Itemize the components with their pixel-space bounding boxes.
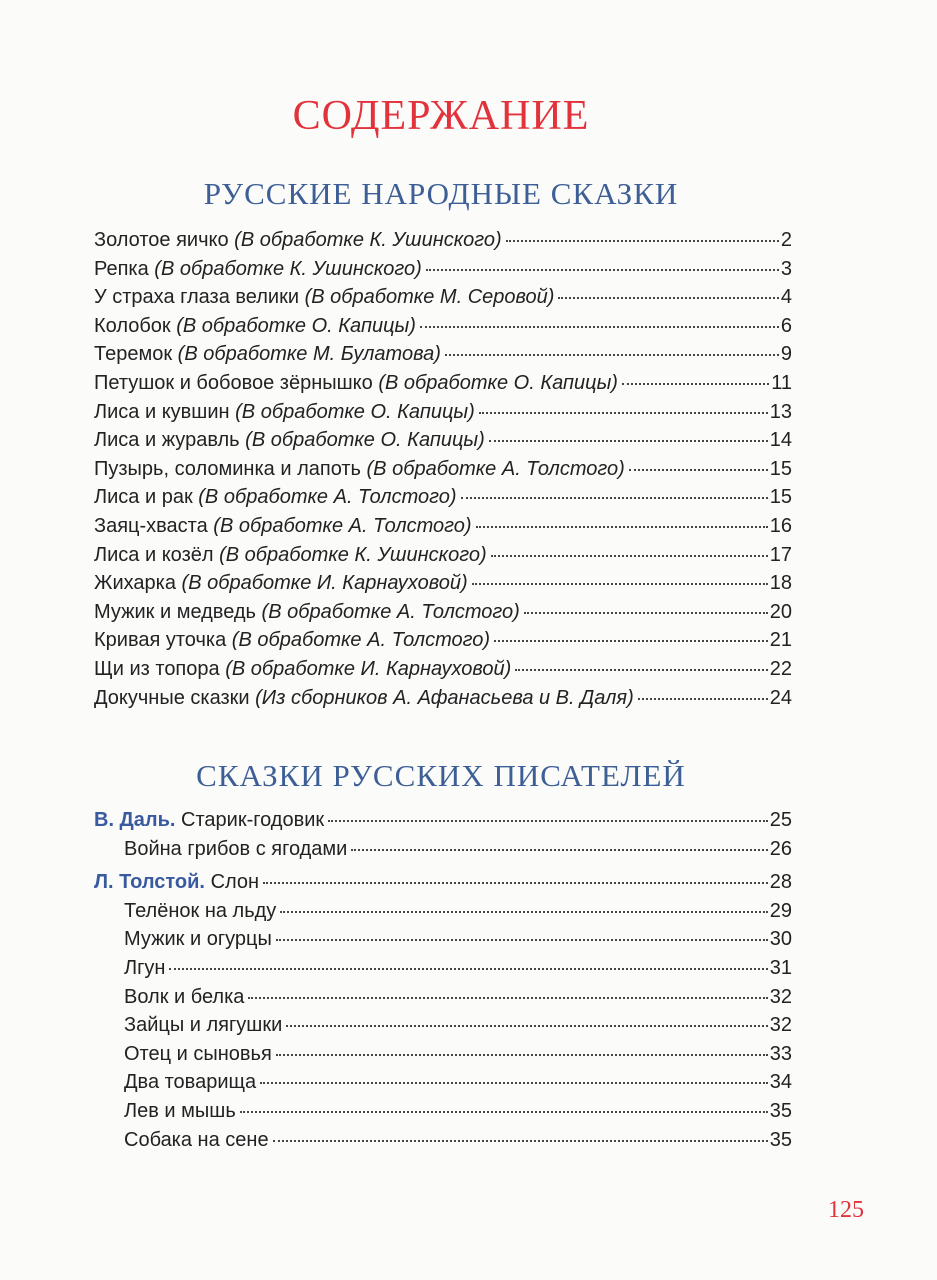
toc-entry-page: 16 <box>769 514 792 537</box>
dot-leader <box>489 440 768 442</box>
toc-entry-page: 24 <box>769 686 792 709</box>
toc-entry-page: 28 <box>769 871 792 894</box>
toc-entry-page: 11 <box>771 371 792 394</box>
toc-entry-text <box>94 541 487 570</box>
toc-entry[interactable] <box>94 1126 792 1155</box>
toc-entry-text <box>94 1068 256 1097</box>
dot-leader <box>479 412 768 414</box>
dot-leader <box>276 939 768 941</box>
toc-entry-page: 15 <box>769 486 792 509</box>
dot-leader <box>622 383 769 385</box>
dot-leader <box>276 1054 768 1056</box>
toc-entry[interactable] <box>94 1068 792 1097</box>
toc-entry-note: (В обработке М. Булатова) <box>177 343 441 366</box>
dot-leader <box>506 240 779 242</box>
toc-entry-title: Старик-годовик <box>181 809 325 831</box>
toc-entry-page: 26 <box>769 837 792 860</box>
page-title: СОДЕРЖАНИЕ <box>292 93 590 139</box>
section-heading-folk-tales: РУССКИЕ НАРОДНЫЕ СКАЗКИ <box>203 176 679 211</box>
toc-entry-page: 30 <box>769 928 792 951</box>
toc-entry[interactable] <box>94 455 792 484</box>
toc-entry-page: 33 <box>769 1042 792 1065</box>
toc-entry-text <box>94 598 520 627</box>
toc-entry-page: 15 <box>769 457 792 480</box>
toc-entry[interactable] <box>94 312 792 341</box>
toc-entry-title: Кривая уточка <box>94 629 227 652</box>
toc-entry[interactable] <box>94 806 792 835</box>
toc-entry-title: Докучные сказки <box>94 686 250 709</box>
dot-leader <box>260 1082 768 1084</box>
toc-entry-note: (В обработке М. Серовой) <box>304 286 555 309</box>
dot-leader <box>461 497 768 499</box>
toc-entry[interactable] <box>94 868 792 897</box>
toc-entry-text <box>94 655 511 684</box>
toc-entry-title: Лиса и козёл <box>94 543 214 566</box>
toc-entry[interactable] <box>94 398 792 427</box>
toc-entry[interactable] <box>94 925 792 954</box>
toc-entry-title: Щи из топора <box>94 657 220 680</box>
toc-entry-text <box>94 426 485 455</box>
toc-entry-page: 20 <box>769 600 792 623</box>
toc-entry-title: Волк и белка <box>124 985 245 1008</box>
dot-leader <box>286 1025 767 1027</box>
toc-entry-note: (В обработке А. Толстого) <box>198 486 457 509</box>
toc-entry-page: 35 <box>769 1128 792 1151</box>
dot-leader <box>472 583 768 585</box>
toc-entry[interactable] <box>94 983 792 1012</box>
toc-entry-note: (В обработке О. Капицы) <box>176 314 416 337</box>
toc-entry-note: (В обработке О. Капицы) <box>378 371 618 394</box>
toc-entry-title: Лгун <box>124 956 166 979</box>
toc-entry-title: Слон <box>210 871 260 894</box>
toc-entry-page: 29 <box>769 899 792 922</box>
toc-entry-title: Теремок <box>94 343 173 366</box>
toc-entry-text <box>94 1011 282 1040</box>
toc-entry[interactable] <box>94 598 792 627</box>
toc-entry[interactable] <box>94 512 792 541</box>
toc-entry-page: 18 <box>769 572 792 595</box>
toc-entry-title: Телёнок на льду <box>124 899 277 922</box>
toc-entry[interactable] <box>94 255 792 284</box>
dot-leader <box>328 820 768 822</box>
dot-leader <box>273 1140 768 1142</box>
toc-entry-title: Пузырь, соломинка и лапоть <box>94 457 361 480</box>
toc-entry[interactable] <box>94 835 792 864</box>
toc-entry[interactable] <box>94 340 792 369</box>
toc-entry[interactable] <box>94 541 792 570</box>
dot-leader <box>445 354 779 356</box>
toc-entry[interactable] <box>94 655 792 684</box>
toc-entry-title: Лиса и журавль <box>94 429 240 452</box>
toc-entry-note: (В обработке И. Карнауховой) <box>225 657 512 680</box>
dot-leader <box>263 882 768 884</box>
toc-entry[interactable] <box>94 1011 792 1040</box>
toc-entry[interactable] <box>94 1040 792 1069</box>
toc-entry-title: Колобок <box>94 314 171 337</box>
toc-entry-note: (В обработке К. Ушинского) <box>219 543 487 566</box>
toc-entry-note: (В обработке А. Толстого) <box>261 600 520 623</box>
page-number: 125 <box>828 1197 864 1223</box>
toc-entry[interactable] <box>94 426 792 455</box>
toc-entry-title: У страха глаза велики <box>94 286 300 309</box>
toc-entry-title: Петушок и бобовое зёрнышко <box>94 371 373 394</box>
toc-entry-title: Два товарища <box>124 1071 257 1094</box>
toc-entry-text <box>94 983 244 1012</box>
dot-leader <box>280 911 767 913</box>
section-heading-authors-tales: СКАЗКИ РУССКИХ ПИСАТЕЛЕЙ <box>196 758 686 793</box>
toc-entry-note: (В обработке К. Ушинского) <box>154 257 422 280</box>
toc-entry-title: Заяц-хваста <box>94 514 208 537</box>
toc-entry-note: (В обработке А. Толстого) <box>213 514 472 537</box>
toc-entry-page: 13 <box>769 400 792 423</box>
toc-entry-text <box>94 483 457 512</box>
toc-entry-text <box>94 312 416 341</box>
dot-leader <box>515 669 767 671</box>
dot-leader <box>420 326 779 328</box>
dot-leader <box>169 968 767 970</box>
toc-author: В. Даль. <box>94 809 176 831</box>
toc-entry[interactable] <box>94 283 792 312</box>
toc-entry-title: Война грибов с ягодами <box>124 837 348 860</box>
toc-entry-note: (В обработке А. Толстого) <box>231 629 491 652</box>
toc-entry-page: 32 <box>769 1014 792 1037</box>
toc-entry-text <box>94 806 324 835</box>
toc-entry[interactable] <box>94 897 792 926</box>
toc-entry-title: Лиса и кувшин <box>94 400 230 423</box>
toc-entry-page: 34 <box>769 1071 792 1094</box>
toc-entry-page: 4 <box>780 286 792 309</box>
toc-entry-text <box>94 569 468 598</box>
toc-entry[interactable] <box>94 483 792 512</box>
toc-entry-text <box>94 684 634 713</box>
toc-entry-page: 25 <box>769 809 792 831</box>
toc-entry-text <box>94 283 554 312</box>
toc-entry-text <box>94 512 472 541</box>
toc-entry-text <box>94 897 276 926</box>
toc-entry[interactable] <box>94 684 792 713</box>
toc-entry-title: Жихарка <box>94 572 176 595</box>
toc-entry-page: 14 <box>769 429 792 452</box>
toc-entry[interactable] <box>94 626 792 655</box>
toc-entry-note: (Из сборников А. Афанасьева и В. Даля) <box>255 686 634 709</box>
toc-entry-text <box>94 398 475 427</box>
dot-leader <box>638 698 768 700</box>
dot-leader <box>476 526 768 528</box>
dot-leader <box>491 555 768 557</box>
toc-entry[interactable] <box>94 226 792 255</box>
dot-leader <box>524 612 768 614</box>
toc-entry-text <box>94 1040 272 1069</box>
toc-entry[interactable] <box>94 369 792 398</box>
toc-folk-tales <box>94 226 792 712</box>
toc-entry-page: 22 <box>769 657 792 680</box>
dot-leader <box>426 269 779 271</box>
toc-entry[interactable] <box>94 954 792 983</box>
toc-entry-page: 21 <box>769 629 792 652</box>
toc-author: Л. Толстой. <box>94 871 205 894</box>
toc-entry-text <box>94 1097 236 1126</box>
toc-entry-text <box>94 226 502 255</box>
toc-entry-title: Отец и сыновья <box>124 1042 272 1065</box>
toc-entry-title: Репка <box>94 257 149 280</box>
toc-entry-title: Лев и мышь <box>124 1099 236 1122</box>
toc-entry-title: Золотое яичко <box>94 229 229 251</box>
toc-entry-note: (В обработке И. Карнауховой) <box>181 572 468 595</box>
dot-leader <box>351 849 767 851</box>
toc-entry-title: Лиса и рак <box>94 486 193 509</box>
toc-entry-text <box>94 835 347 864</box>
toc-entry-page: 9 <box>780 343 792 366</box>
toc-entry-text <box>94 340 441 369</box>
toc-entry-title: Мужик и огурцы <box>124 928 272 951</box>
toc-entry-title: Зайцы и лягушки <box>124 1014 283 1037</box>
toc-entry-text <box>94 255 422 284</box>
toc-entry-text <box>94 1126 269 1155</box>
toc-entry-text <box>94 954 165 983</box>
toc-entry-text <box>94 925 272 954</box>
toc-entry-text <box>94 455 625 484</box>
dot-leader <box>558 297 778 299</box>
toc-entry-note: (В обработке А. Толстого) <box>366 457 625 480</box>
toc-entry[interactable] <box>94 1097 792 1126</box>
toc-entry-page: 35 <box>769 1099 792 1122</box>
toc-entry-page: 6 <box>780 314 792 337</box>
toc-entry-page: 2 <box>780 229 792 251</box>
toc-entry-note: (В обработке О. Капицы) <box>235 400 475 423</box>
toc-entry[interactable] <box>94 569 792 598</box>
toc-entry-text <box>94 626 490 655</box>
toc-entry-page: 3 <box>780 257 792 280</box>
dot-leader <box>248 997 767 999</box>
toc-entry-text <box>94 868 259 897</box>
toc-entry-page: 17 <box>769 543 792 566</box>
toc-entry-note: (В обработке К. Ушинского) <box>234 229 502 251</box>
toc-entry-title: Собака на сене <box>124 1128 269 1151</box>
dot-leader <box>494 640 768 642</box>
toc-entry-text <box>94 369 618 398</box>
dot-leader <box>629 469 768 471</box>
toc-entry-page: 31 <box>769 956 792 979</box>
toc-entry-page: 32 <box>769 985 792 1008</box>
toc-entry-note: (В обработке О. Капицы) <box>245 429 485 452</box>
dot-leader <box>240 1111 768 1113</box>
toc-authors-tales <box>94 806 792 1154</box>
toc-entry-title: Мужик и медведь <box>94 600 256 623</box>
